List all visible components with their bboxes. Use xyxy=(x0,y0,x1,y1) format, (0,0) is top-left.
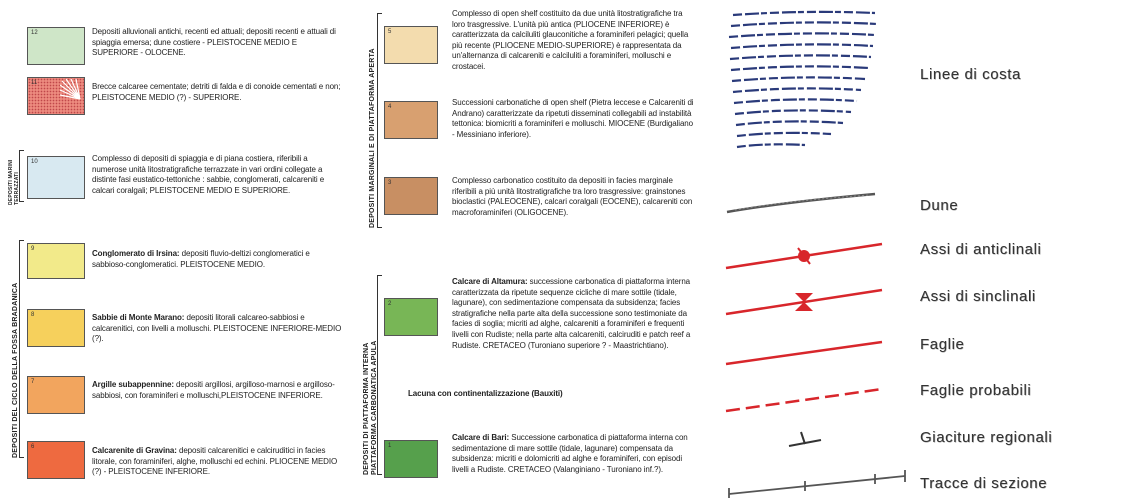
dune-line-icon xyxy=(725,190,885,216)
unit-swatch-11 xyxy=(27,77,85,115)
unit-swatch-9 xyxy=(27,243,85,279)
group-label-interna-2: PIATTAFORMA CARBONATICA APULA xyxy=(371,340,378,475)
group-label-terrazzati: DEPOSITI MARINI TERRAZZATI xyxy=(8,159,20,205)
lacuna-label: Lacuna con continentalizzazione (Bauxiti) xyxy=(408,389,563,398)
group-label-bradanica: DEPOSITI DEL CICLO DELLA FOSSA BRADANICA xyxy=(12,282,19,458)
section-trace-label: Tracce di sezione xyxy=(920,475,1048,492)
unit-swatch-3 xyxy=(384,177,438,215)
unit-number: 12 xyxy=(31,30,38,36)
unit-description-12: Depositi alluvionali antichi, recenti ed attuali; depositi recenti e attuali di spiaggia emersa; dune costiere - PLEISTOCENE MEDIO E SUPERIORE - OLOCENE. xyxy=(92,27,336,58)
unit-swatch-8 xyxy=(27,309,85,347)
unit-swatch-12 xyxy=(27,27,85,65)
unit-description-6: Calcarenite di Gravina: depositi calcarenitici e calciruditici in facies litorale, con foraminiferi, alghe, molluschi ed echini. PLIOCENE MEDIO (?) - PLEISTOCENE INFERIORE. xyxy=(92,446,338,477)
unit-description-4: Successioni carbonatiche di open shelf (Pietra leccese e Calcareniti di Andrano) caratterizzate da ripetuti disseminati collegabili ad instabilità tettonica: biomicriti a foraminiferi e molluschi. MIOCENE (Burdigaliano - Messiniano inferiore). xyxy=(452,98,694,139)
unit-swatch-2 xyxy=(384,298,438,336)
coastline-label: Linee di costa xyxy=(920,66,1021,83)
group-label-aperta: DEPOSITI MARGINALI E DI PIATTAFORMA APERTA xyxy=(369,48,376,228)
unit-description-11: Brecce calcaree cementate; detriti di falda e di conoide cementati e non; PLEISTOCENE MEDIO (?) - SUPERIORE. xyxy=(92,82,341,102)
group-bracket xyxy=(377,13,378,228)
unit-swatch-4 xyxy=(384,101,438,139)
unit-number: 1 xyxy=(388,443,392,449)
unit-number: 10 xyxy=(31,159,38,165)
unit-description-7: Argille subappennine: depositi argillosi, argilloso-marnosi e argilloso-sabbiosi, con foraminiferi e molluschi,PLEISTOCENE INFERIORE. xyxy=(92,380,335,400)
syncline-axis-icon xyxy=(722,286,887,320)
unit-description-1: Calcare di Bari: Successione carbonatica di piattaforma interna con sedimentazione di mare sottile (tidale, lagunare) compensata da subsidenza: micriti e dolomicriti ad alghe e foraminiferi, con episodi livelli a Rudiste. CRETACEO (Valanginiano - Turoniano inf.?). xyxy=(452,433,688,474)
dune-label: Dune xyxy=(920,197,959,214)
unit-swatch-10 xyxy=(27,156,85,199)
unit-swatch-7 xyxy=(27,376,85,414)
unit-swatch-5 xyxy=(384,26,438,64)
unit-number: 3 xyxy=(388,180,392,186)
unit-description-3: Complesso carbonatico costituito da depositi in facies marginale riferibili a più unità litostratigrafiche tra loro trasgressive: grainstones bioclastici (PALEOCENE), calcari coralgali (EOCENE), calcareniti con macroforaminiferi (OLIGOCENE). xyxy=(452,176,693,217)
unit-description-9: Conglomerato di Irsina: depositi fluvio-deltizi conglomeratici e sabbioso-conglomeratici. PLEISTOCENE MEDIO. xyxy=(92,249,310,269)
syncline-label: Assi di sinclinali xyxy=(920,288,1036,305)
unit-description-2: Calcare di Altamura: successione carbonatica di piattaforma interna caratterizzata da ripetute sequenze cicliche di mare sottile (tidale, lagunare), con sedimentazione compensata da subsidenza; facies stratigrafiche nella parte alta della successione sono testimoniate da facies di soglia; micriti ad alghe, calcareniti a foraminiferi e frequenti livelli con Rudiste; nella parte alta calcareniti, calciruditi e patch reef a Rudiste. CRETACEO (Turoniano superiore ? - Maastrichtiano). xyxy=(452,277,691,350)
anticline-axis-icon xyxy=(722,240,887,274)
unit-number: 6 xyxy=(31,444,35,450)
unit-swatch-1 xyxy=(384,440,438,478)
unit-description-8: Sabbie di Monte Marano: depositi litorali calcareo-sabbiosi e calcarenitici, con livelli a molluschi. PLEISTOCENE INFERIORE-MEDIO (?). xyxy=(92,313,342,344)
section-trace-icon xyxy=(725,470,910,498)
breccia-pattern-icon xyxy=(60,79,82,101)
unit-number: 4 xyxy=(388,104,392,110)
regional-attitude-icon xyxy=(785,426,825,456)
fault-label: Faglie xyxy=(920,336,965,353)
probable-fault-line-icon xyxy=(722,385,887,415)
unit-number: 11 xyxy=(31,80,38,86)
unit-description-10: Complesso di depositi di spiaggia e di piana costiera, riferibili a numerose unità litostratigrafiche terrazzate in vari ordini collegate a distinte fasi eustatico-tettoniche : sabbie, conglomerati, calcareniti e calcari coralgali; PLEISTOCENE MEDIO E SUPERIORE. xyxy=(92,154,325,195)
unit-number: 9 xyxy=(31,246,35,252)
regional-attitude-label: Giaciture regionali xyxy=(920,429,1053,446)
unit-number: 8 xyxy=(31,312,35,318)
unit-number: 2 xyxy=(388,301,392,307)
fault-line-icon xyxy=(722,338,887,368)
unit-number: 7 xyxy=(31,379,35,385)
group-label-interna-1: DEPOSITI DI PIATTAFORMA INTERNA xyxy=(363,342,370,475)
group-bracket xyxy=(19,240,20,458)
unit-swatch-6 xyxy=(27,441,85,479)
coastline-pattern-icon xyxy=(725,5,885,155)
unit-number: 5 xyxy=(388,29,392,35)
anticline-label: Assi di anticlinali xyxy=(920,241,1042,258)
unit-description-5: Complesso di open shelf costituito da due unità litostratigrafiche tra loro trasgressive. L'unità più antica (PLIOCENE INFERIORE) è caratterizzata da calciluliti glauconitiche a foraminiferi pelagici; quella più recente (PLIOCENE MEDIO-SUPERIORE) è rappresentata da un'alternanza di calcareniti e calciluliti a foraminiferi, molluschi e crostacei. xyxy=(452,9,689,71)
probable-fault-label: Faglie probabili xyxy=(920,382,1032,399)
